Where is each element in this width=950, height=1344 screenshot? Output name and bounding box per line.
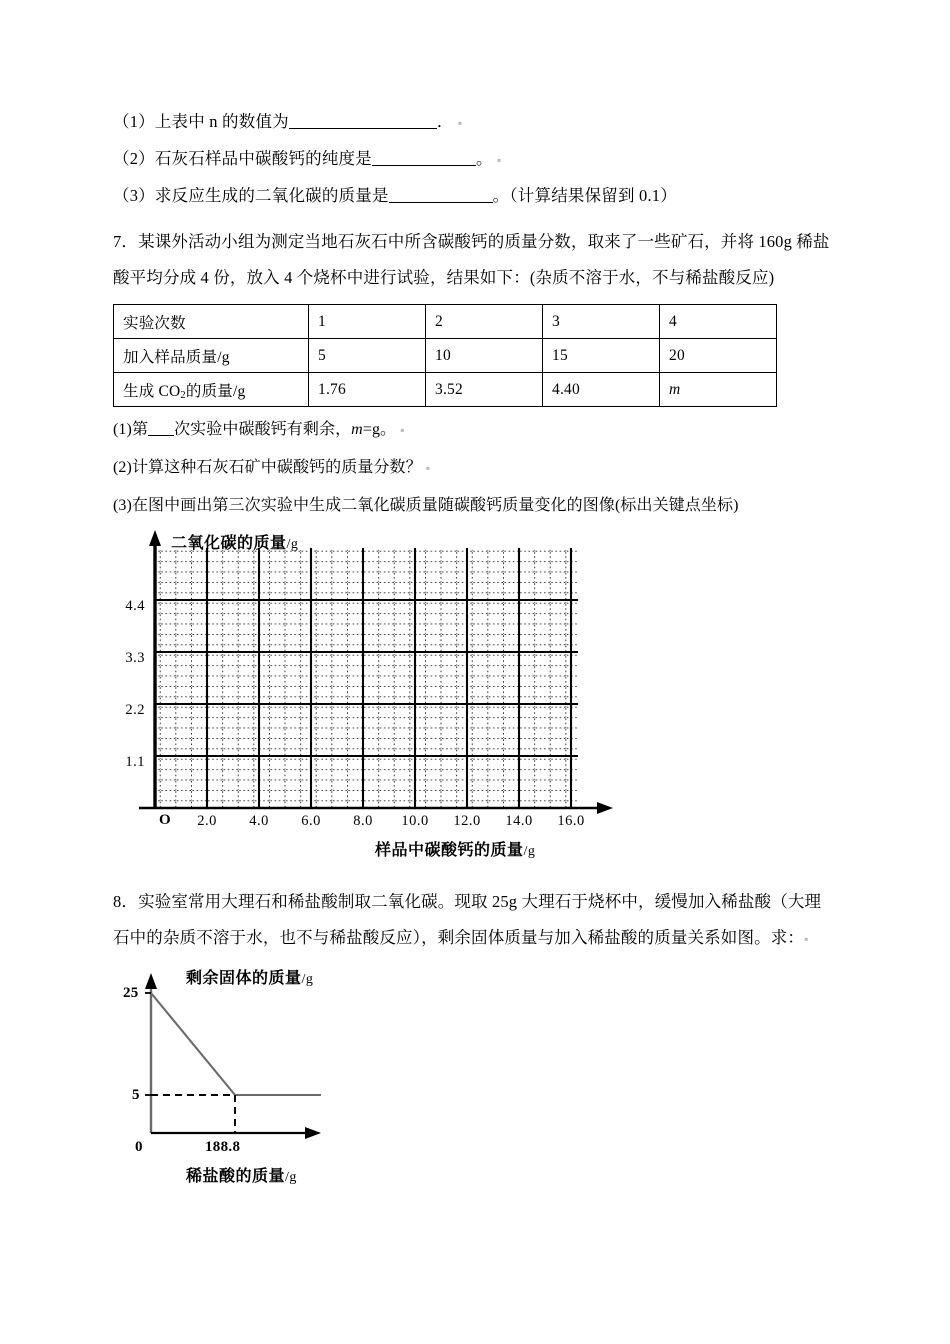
chart1-x-tick-label: 4.0 [249, 813, 269, 829]
chart1-x-axis-title [375, 837, 535, 860]
co2-label-post: 的质量/g [185, 382, 246, 400]
question-8-number: 8． [113, 892, 139, 911]
co2-label-pre: 生成 CO [123, 382, 181, 400]
sub-1-variable: m [351, 421, 363, 438]
question-7-sub-3 [113, 487, 843, 524]
chart2-x-axis-title-unit: /g [285, 1170, 297, 1185]
prev-question-part-3 [113, 178, 843, 214]
chart2-y-tick-label: 25 [123, 985, 139, 1001]
chart1-minor-grid [155, 548, 578, 808]
table-cell: 2 [426, 305, 543, 339]
co2-subscript: 2 [180, 389, 186, 401]
chart1-x-tick-label: 8.0 [353, 813, 373, 829]
chart1-y-tick-label: 3.3 [125, 650, 145, 666]
question-8-stem-line-1: 实验室常用大理石和稀盐酸制取二氧化碳。现取 25g 大理石于烧杯中，缓慢加入稀盐酸（大理 [138, 892, 822, 911]
table-row [114, 373, 777, 407]
chart2-svg [113, 961, 413, 1166]
chart1-y-tick-label: 2.2 [125, 702, 145, 718]
chart2-y-tick-label: 5 [132, 1087, 140, 1103]
chart1-x-tick-label: 6.0 [301, 813, 321, 829]
experiment-data-table [113, 304, 777, 407]
prev-part-3-suffix: 。（计算结果保留到 0.1） [492, 186, 677, 205]
chart2-y-axis-title-unit: /g [301, 972, 314, 987]
table-cell: 1.76 [309, 373, 426, 407]
stray-mark-1: ▪ [457, 116, 463, 130]
question-8-stem [113, 884, 843, 957]
stray-mark-5: ▪ [804, 932, 809, 946]
table-cell: 3.52 [426, 373, 543, 407]
chart2-x-axis [151, 1127, 321, 1139]
chart-co2-grid [113, 530, 843, 870]
chart1-y-tick-label: 1.1 [125, 754, 145, 770]
answer-blank-2[interactable] [372, 165, 476, 166]
table-cell: 15 [543, 339, 660, 373]
chart2-x-axis-title-text: 稀盐酸的质量 [186, 1168, 286, 1185]
sub-1-mid: 次实验中碳酸钙有剩余， [174, 421, 352, 438]
chart1-x-axis-arrow [597, 802, 613, 814]
chart2-data-line [151, 993, 321, 1095]
chart1-y-axis-title-unit: /g [286, 537, 299, 552]
chart2-x-axis-arrow [305, 1127, 321, 1139]
chart1-x-tick-label: 16.0 [557, 813, 585, 829]
chart1-x-tick-label: 10.0 [401, 813, 429, 829]
chart1-y-axis-title [171, 530, 298, 553]
table-row-label [114, 373, 309, 407]
table-cell: 4 [660, 305, 777, 339]
chart1-origin-label: O [159, 812, 171, 828]
table-cell: 10 [426, 339, 543, 373]
chart1-x-axis-title-text: 样品中碳酸钙的质量 [375, 842, 524, 859]
question-7-number: 7． [113, 232, 139, 251]
chart2-origin-label: 0 [135, 1139, 143, 1155]
page-content [113, 104, 843, 1196]
answer-blank-1[interactable] [289, 128, 437, 129]
table-row-label: 实验次数 [114, 305, 309, 339]
question-7-stem-line-2: 酸平均分成 4 份，放入 4 个烧杯中进行试验，结果如下：(杂质不溶于水，不与稀盐酸反应) [113, 268, 775, 287]
chart1-y-tick-label: 4.4 [125, 598, 145, 614]
chart1-x-tick-label: 14.0 [505, 813, 533, 829]
table-row-label: 加入样品质量/g [114, 339, 309, 373]
chart2-y-axis-title [186, 965, 313, 988]
prev-part-1-suffix: ． [436, 112, 454, 131]
sub-1-post: =g。 [362, 421, 397, 438]
chart1-svg [113, 530, 673, 840]
chart-residual-solid [113, 961, 843, 1196]
question-7-stem [113, 224, 843, 296]
chart2-y-axis-arrow [145, 973, 157, 989]
question-7-stem-line-1: 某课外活动小组为测定当地石灰石中所含碳酸钙的质量分数，取来了一些矿石，并将 160g 稀盐 [138, 232, 830, 251]
table-cell: m [660, 373, 777, 407]
stray-mark-4: ▪ [425, 461, 431, 475]
table-cell: 20 [660, 339, 777, 373]
prev-question-part-2 [113, 141, 843, 178]
prev-part-3-prefix: （3）求反应生成的二氧化碳的质量是 [113, 186, 389, 205]
chart1-y-axis-arrow [149, 530, 161, 546]
experiment-table-wrapper [113, 304, 843, 407]
chart2-x-axis-title [186, 1163, 297, 1186]
table-cell: 4.40 [543, 373, 660, 407]
chart2-x-tick-label: 188.8 [205, 1139, 241, 1155]
table-cell: 5 [309, 339, 426, 373]
sub-3-text: (3)在图中画出第三次实验中生成二氧化碳质量随碳酸钙质量变化的图像(标出关键点坐标) [113, 497, 739, 514]
table-cell: 3 [543, 305, 660, 339]
table-cell: 1 [309, 305, 426, 339]
stray-mark-2: ▪ [496, 153, 502, 167]
chart1-y-axis-title-text: 二氧化碳的质量 [171, 535, 287, 552]
table-row [114, 305, 777, 339]
answer-blank-3[interactable] [389, 202, 493, 203]
stray-mark-3: ▪ [400, 423, 405, 437]
question-7-sub-1 [113, 411, 843, 449]
sub-2-text: (2)计算这种石灰石矿中碳酸钙的质量分数？ [113, 459, 422, 476]
prev-part-1-prefix: （1）上表中 n 的数值为 [113, 112, 289, 131]
answer-blank-4[interactable] [148, 435, 174, 436]
prev-question-part-1 [113, 104, 843, 141]
prev-part-2-suffix: 。 [475, 149, 493, 168]
chart2-y-axis-title-text: 剩余固体的质量 [186, 970, 302, 987]
table-row [114, 339, 777, 373]
chart1-x-axis-title-unit: /g [523, 844, 536, 859]
chart1-x-tick-label: 2.0 [197, 813, 217, 829]
question-7-sub-2 [113, 449, 843, 487]
question-8-stem-line-2: 石中的杂质不溶于水，也不与稀盐酸反应），剩余固体质量与加入稀盐酸的质量关系如图。求： [113, 928, 805, 947]
prev-part-2-prefix: （2）石灰石样品中碳酸钙的纯度是 [113, 149, 372, 168]
chart1-x-tick-label: 12.0 [453, 813, 481, 829]
sub-1-pre: (1)第 [113, 421, 149, 438]
